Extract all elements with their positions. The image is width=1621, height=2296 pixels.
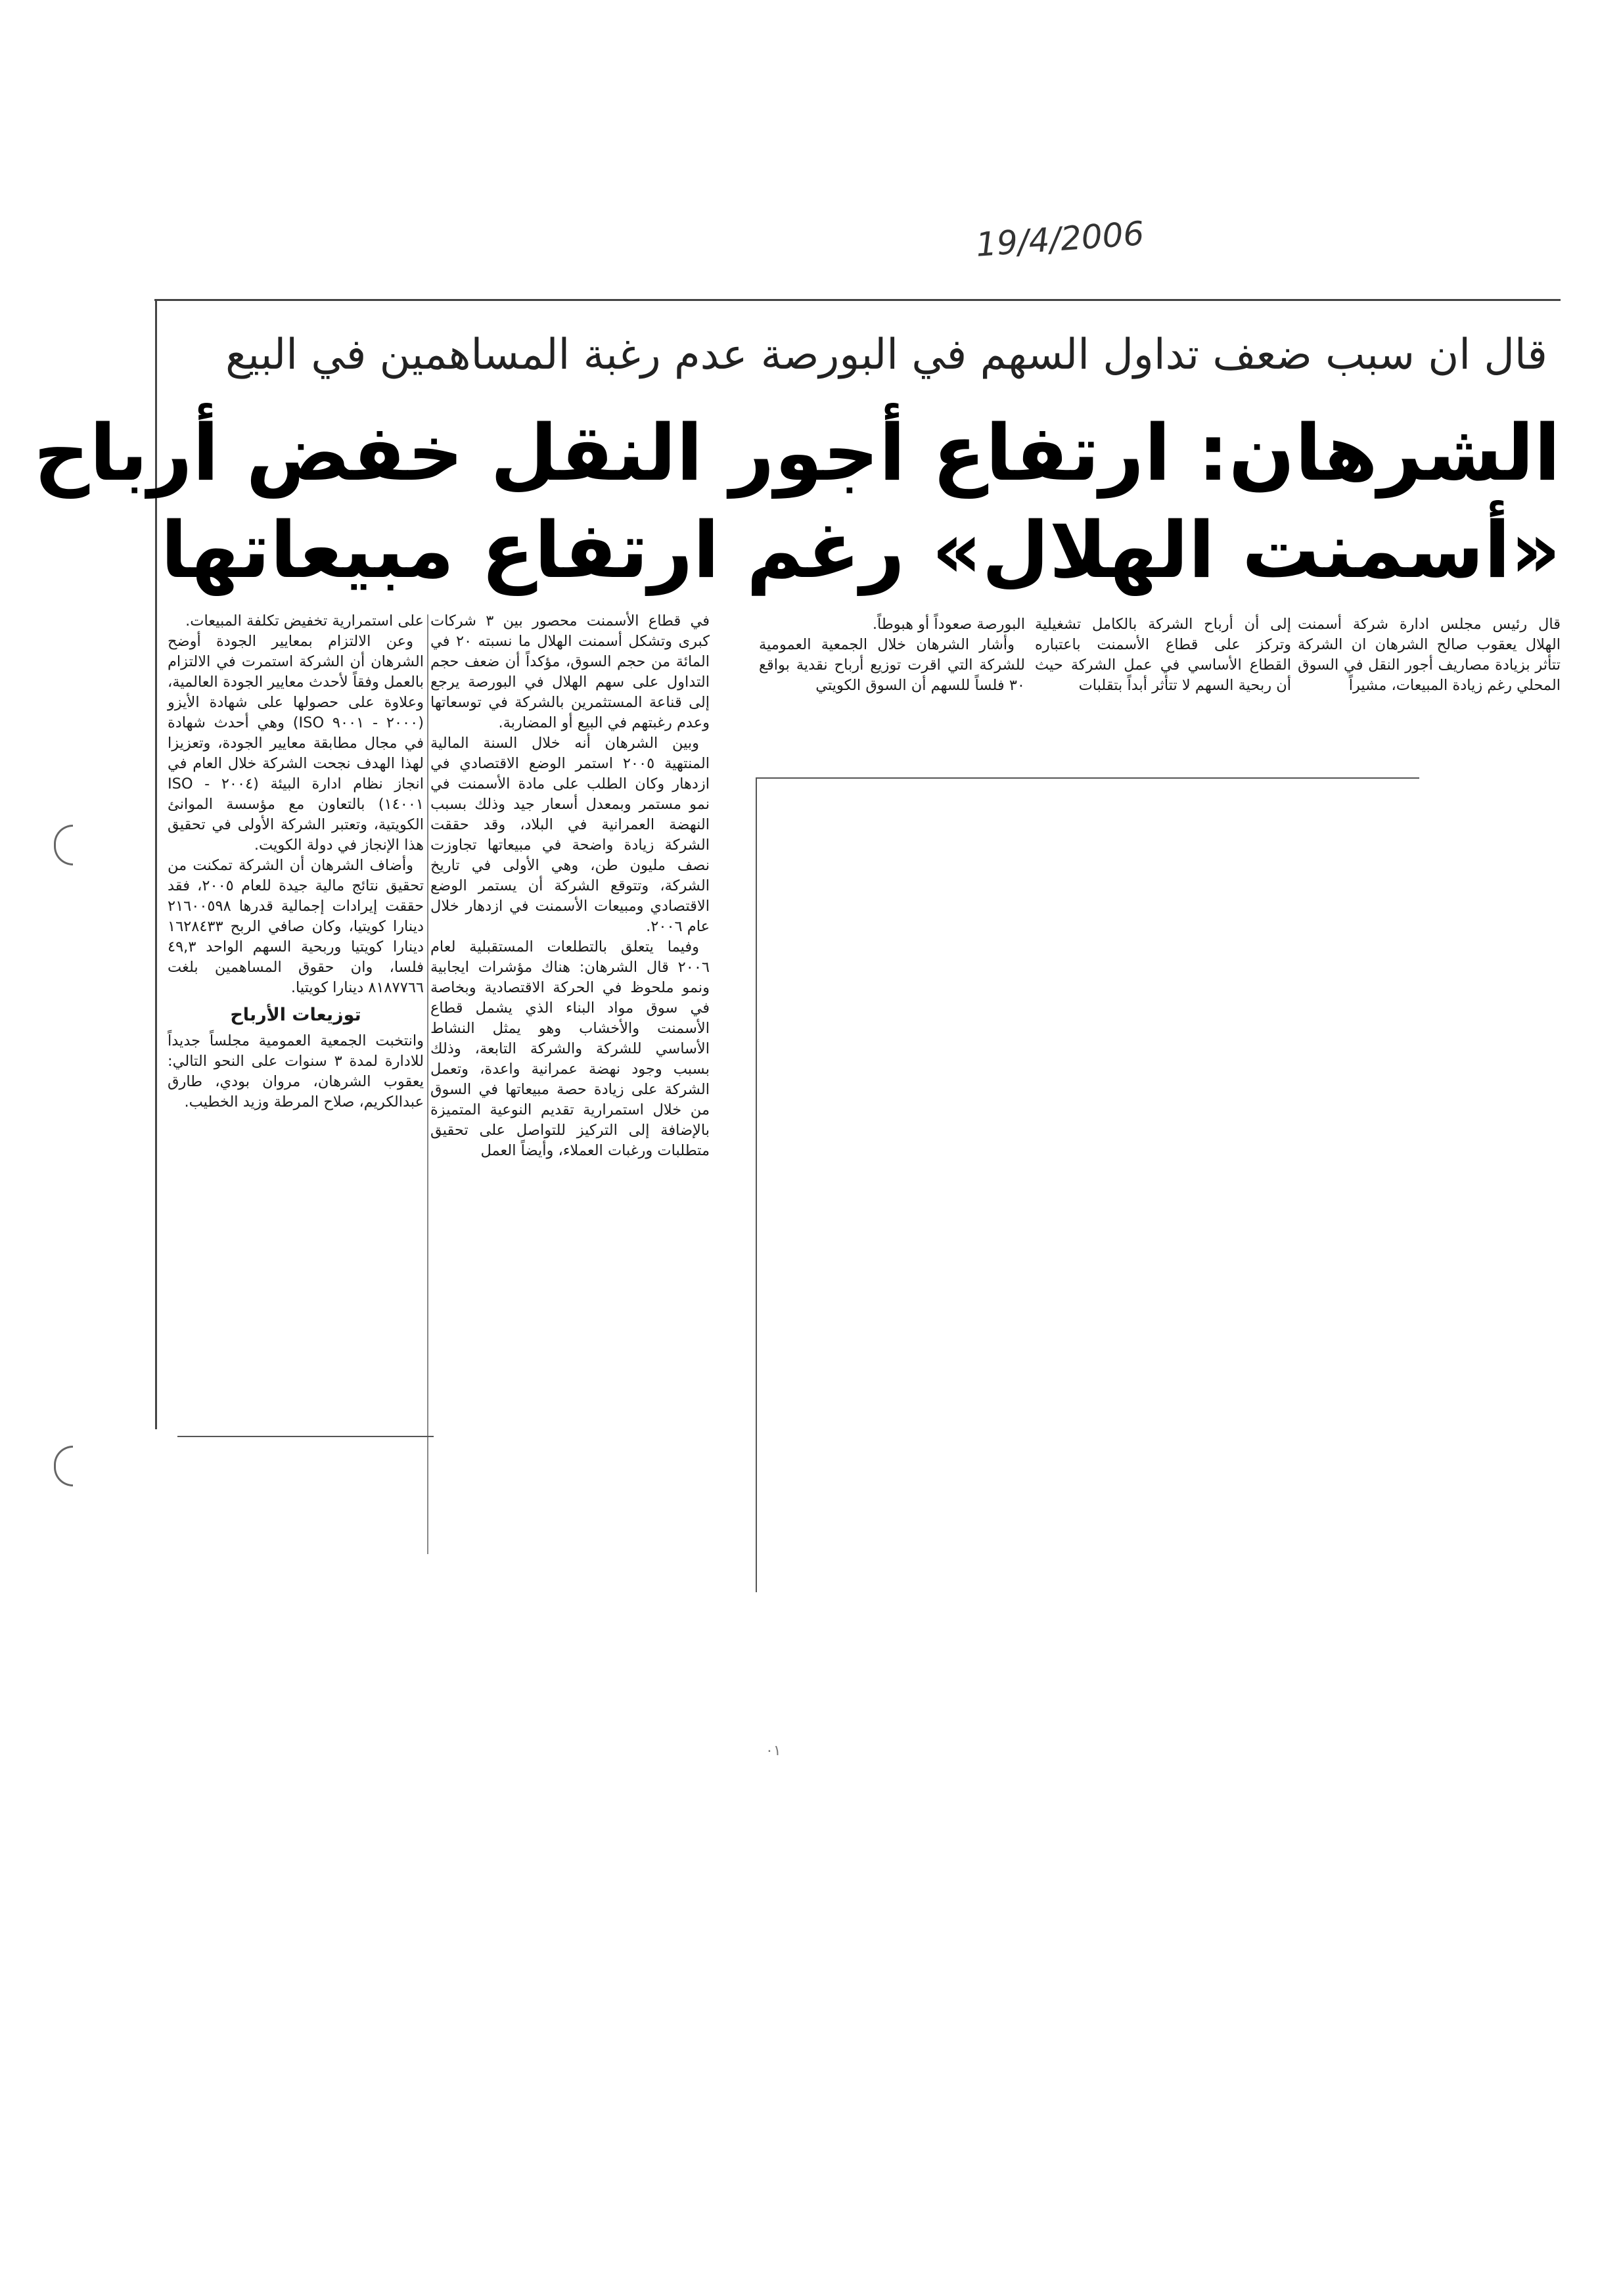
article-kicker: قال ان سبب ضعف تداول السهم في البورصة عدم رغبة المساهمين في البيع: [225, 331, 1547, 379]
column-gutter: [427, 614, 428, 1554]
paragraph: إلى أن أرباح الشركة بالكامل تشغيلية وتركز على قطاع الأسمنت باعتباره القطاع الأساسي في عمل الشركة حيث أن ربحية السهم لا تتأثر أبداً بتقلبات: [1035, 616, 1291, 694]
binder-hole: [54, 825, 73, 865]
headline-line-2: «أسمنت الهلال» رغم ارتفاع مبيعاتها: [160, 505, 1561, 595]
column-divider-vertical: [756, 777, 757, 1592]
page-mark: ٠١: [765, 1743, 781, 1759]
article-column-3: [759, 614, 1025, 696]
section-subheading: توزيعات الأرباح: [230, 1005, 361, 1025]
paragraph: في قطاع الأسمنت محصور بين ٣ شركات كبرى وتشكل أسمنت الهلال ما نسبته ٢٠ في المائة من حجم السوق، مؤكداً أن ضعف حجم التداول على سهم الهلال في البورصة يرجع إلى قناعة المستثمرين بالشركة في توسعاتها وعدم رغبتهم في البيع أو المضاربة.: [430, 612, 710, 731]
paragraph: وأشار الشرهان خلال الجمعية العمومية للشركة التي اقرت توزيع أرباح نقدية بواقع ٣٠ فلساً للسهم أن السوق الكويتي: [759, 636, 1025, 694]
column-divider-horizontal: [756, 777, 1419, 779]
paragraph: البورصة صعوداً أو هبوطاً.: [872, 616, 1025, 633]
article-headline: [34, 404, 1561, 601]
article-column-2: [1035, 614, 1291, 696]
headline-line-1: الشرهان: ارتفاع أجور النقل خفض أرباح: [34, 407, 1561, 498]
paragraph: قال رئيس مجلس ادارة شركة أسمنت الهلال يعقوب صالح الشرهان ان الشركة تتأثر بزيادة مصاريف أجور النقل في السوق المحلي رغم زيادة المبيعات، مشيراً: [1298, 616, 1561, 694]
clipping-bottom-rule: [177, 1436, 434, 1437]
article-column-5: [168, 611, 424, 1113]
binder-hole: [54, 1446, 73, 1486]
paragraph: وانتخبت الجمعية العمومية مجلساً جديداً للادارة لمدة ٣ سنوات على النحو التالي: يعقوب الشرهان، مروان بودي، طارق عبدالكريم، صلاح المرطة وزيد الخطيب.: [168, 1032, 424, 1111]
paragraph: وعن الالتزام بمعايير الجودة أوضح الشرهان أن الشركة استمرت في الالتزام بالعمل وفقاً لأحدث معايير الجودة العالمية، وعلاوة على حصولها على شهادة الأيزو (٢٠٠٠ - ٩٠٠١ ISO) وهي أحدث شهادة في مجال مطابقة معايير الجودة، وتعزيزا لهذا الهدف نجحت الشركة خلال العام في انجاز نظام ادارة البيئة (٢٠٠٤ - ISO ١٤٠٠١) بالتعاون مع مؤسسة الموانئ الكويتية، وتعتبر الشركة الأولى في تحقيق هذا الإنجاز في دولة الكويت.: [168, 633, 424, 854]
clipping-border-top: [154, 299, 1561, 301]
paragraph: وبين الشرهان أنه خلال السنة المالية المنتهية ٢٠٠٥ استمر الوضع الاقتصادي في ازدهار وكان الطلب على مادة الأسمنت في نمو مستمر وبمعدل أسعار جيد وذلك بسبب النهضة العمرانية في البلاد، وقد حققت الشركة زيادة واضحة في مبيعاتها تجاوزت نصف مليون طن، وهي الأولى في تاريخ الشركة، وتتوقع الشركة أن يستمر الوضع الاقتصادي ومبيعات الأسمنت في ازدهار خلال عام ٢٠٠٦.: [430, 735, 710, 935]
handwritten-date-annotation: [969, 200, 1146, 273]
paragraph: وفيما يتعلق بالتطلعات المستقبلية لعام ٢٠٠٦ قال الشرهان: هناك مؤشرات ايجابية ونمو ملحوظ في الحركة الاقتصادية وبخاصة في سوق مواد البناء الذي يشمل قطاع الأسمنت والأخشاب وهو يمثل النشاط الأساسي للشركة والشركة التابعة، وذلك بسبب وجود نهضة عمرانية واعدة، وتعمل الشركة على زيادة حصة مبيعاتها في السوق من خلال استمرارية تقديم النوعية المتميزة بالإضافة إلى التركيز للتواصل على تحقيق متطلبات ورغبات العملاء، وأيضاً العمل: [430, 938, 710, 1159]
paragraph: على استمرارية تخفيض تكلفة المبيعات.: [185, 612, 424, 630]
paragraph: وأضاف الشرهان أن الشركة تمكنت من تحقيق نتائج مالية جيدة للعام ٢٠٠٥، فقد حققت إيرادات إجمالية قدرها ٢١٦٠٠٥٩٨ دينارا كويتيا، وكان صافي الربح ١٦٢٨٤٣٣ دينارا كويتيا وربحية السهم الواحد ٤٩,٣ فلسا، وان حقوق المساهمين بلغت ٨١٨٧٧٦٦ دينارا كويتيا.: [168, 857, 424, 996]
article-column-1: [1298, 614, 1561, 696]
article-column-4: [430, 611, 710, 1161]
handwritten-date: 19/4/2006: [974, 214, 1146, 264]
